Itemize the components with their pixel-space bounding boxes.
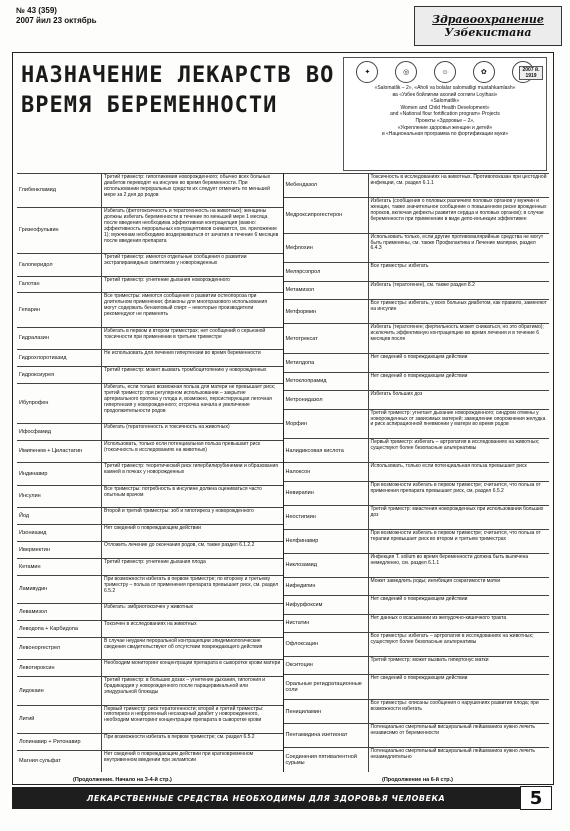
table-row <box>284 529 550 553</box>
drug-note: Третий триместр: гипогликемия новорожденного; обычно всех больных диабетов переводят на инсулин во время беременности. При использовании пероральных средств их следует отменить по меньшей мере за 2 дня до родов <box>104 174 271 198</box>
drug-name: Гидралазин <box>17 328 102 349</box>
drug-name: Ивермектин <box>17 542 102 558</box>
drug-note: Токсичность в исследованиях на животных. Противопоказан при цестодной инфекции, см. раздел 6.1.1 <box>370 174 547 186</box>
table-row <box>17 750 283 772</box>
drug-name: Нистатин <box>284 615 369 633</box>
drug-name: Оральные регидратационные соли <box>284 675 369 699</box>
promo-line: Проекты «Здоровье – 2», <box>415 117 475 124</box>
issue-number: № 43 (359) <box>16 6 57 15</box>
drug-table-left-column <box>17 173 284 772</box>
table-row <box>284 281 550 300</box>
drug-name: Магния сульфат <box>17 751 102 772</box>
emblem-icon: ✦ <box>356 61 378 83</box>
promo-line: «Salomatlik» <box>430 98 460 105</box>
table-row <box>284 614 550 633</box>
drug-name: Левамизол <box>17 604 102 620</box>
table-row <box>284 372 550 391</box>
table-row <box>284 747 550 772</box>
drug-note: Избегать в первом и втором триместрах; нет сообщений о серьезной токсичности при применении в третьем триместре <box>104 327 266 340</box>
drug-name: Налидиксовая кислота <box>284 439 369 462</box>
table-row <box>284 299 550 323</box>
promo-line: «Укрепление здоровья женщин и детей» <box>397 124 493 131</box>
drug-name: Медроксипрогестерон <box>284 198 369 233</box>
promo-line: ва «Узбек бойлигим ахолий соглиги Loyihasi» <box>392 91 498 98</box>
drug-name: Мебендазол <box>284 174 369 197</box>
drug-note: Отложить лечение до окончания родов, см. также раздел 6.1.2.2 <box>104 541 255 548</box>
drug-note: При возможности избегать в первом триместре; по второму и третьему триместру – польза от применения препарата превышает риск, см. раздел 6.5.2 <box>104 575 279 594</box>
drug-note: Избегать больших доз <box>370 391 423 398</box>
page-number: 5 <box>520 786 552 810</box>
drug-name: Изониазид <box>17 525 102 541</box>
drug-note: При возможности избегать в первом триместре; считается, что польза от терапии превышает риск во втором и третьем триместрах <box>370 529 541 542</box>
table-row <box>284 390 550 409</box>
drug-name: Мелярсопрол <box>284 263 369 281</box>
drug-note: Избегать (тератогенность и токсичность на животных) <box>104 423 230 430</box>
promo-logos <box>344 58 546 83</box>
promo-box <box>343 57 547 171</box>
drug-note: В случае неудачи пероральной контрацепции эпидемиологические сведения свидетельствуют об отсутствии повреждающего действия <box>104 638 263 650</box>
drug-note: Использовать, только если потенциальная польза превышает риск (токсичность в исследованиях на животных) <box>104 440 261 453</box>
table-row <box>17 366 283 383</box>
drug-name: Леводопа + Карбидопа <box>17 621 102 637</box>
table-row <box>284 409 550 439</box>
drug-note: Третий триместр: угнетение дыхания плода <box>104 558 206 565</box>
drug-name: Ифосфамид <box>17 424 102 440</box>
drug-name: Глибенкламид <box>17 174 102 207</box>
table-row <box>17 173 283 207</box>
drug-note: Нет данных о всасывании из желудочно-кишечного тракта <box>370 614 507 621</box>
drug-name: Пенициламин <box>284 700 369 723</box>
masthead <box>414 6 562 46</box>
drug-note: Третий триместр: в больших дозах – угнетение дыхания, гипотония и брадикардия у новорожденного после парацервикальной или эпидуральной блокады <box>104 677 266 696</box>
drug-name: Мефлохин <box>284 234 369 263</box>
drug-name: Невирапин <box>284 482 369 505</box>
drug-note: Избегать: эмбриотоксичен у животных <box>104 604 194 611</box>
continuation-start: (Продолжение. Начало на 3-4-й стр.) <box>73 777 172 783</box>
drug-note: Необходим мониторинг концентрации препарата в сыворотке крови матери <box>104 660 281 667</box>
drug-note: Токсичен в исследованиях на животных <box>104 621 197 628</box>
drug-name: Нифедипин <box>284 578 369 596</box>
drug-note: Третий триместр: теоретический риск гипербилирубинемии и образования камней в почках у новорожденных <box>104 463 278 476</box>
drug-name: Пентамидина изетионат <box>284 724 369 747</box>
drug-note: Все триместры: имеются сообщения о развитии остеопороза при длительном применении; флаконы для многоразового использования могут содержать бензиловый спирт – некоторые производители рекомендуют не применять <box>104 293 268 318</box>
drug-name: Индинавир <box>17 463 102 484</box>
drug-name: Метамизол <box>284 282 369 300</box>
table-row <box>284 173 550 197</box>
drug-note: Все триместры: избегать, у всех больных диабетом, как правило, заменяют на инсулин <box>370 300 547 313</box>
table-row <box>284 233 550 263</box>
table-row <box>17 676 283 704</box>
drug-name: Йод <box>17 508 102 524</box>
table-row <box>17 541 283 558</box>
drug-name: Ламивудин <box>17 576 102 603</box>
table-row <box>284 462 550 481</box>
drug-note: Третий триместр: может вызвать тромбоцитопению у новорожденных <box>104 366 267 373</box>
drug-note: Нет сведений о повреждающем действии <box>104 524 201 531</box>
promo-text <box>344 83 546 140</box>
drug-name: Лидокаин <box>17 677 102 704</box>
table-row <box>284 353 550 372</box>
drug-name: Метформин <box>284 300 369 323</box>
drug-table-right-column <box>284 173 550 772</box>
drug-note: Нет сведений о повреждающем действии <box>370 675 468 682</box>
drug-note: Потенциально смертельный висцеральный лейшманиоз нужно лечить незамедлительно <box>370 748 535 761</box>
drug-name: Соединения пятивалентной сурьмы <box>284 748 369 772</box>
drug-note: Потенциально смертельный висцеральный лейшманиоз нужно лечить независимо от беременности <box>370 724 535 737</box>
drug-note: Третий триместр: угнетение дыхания новорожденного <box>104 276 230 283</box>
table-row <box>17 440 283 462</box>
drug-name: Налоксон <box>284 463 369 481</box>
drug-note: При возможности избегать в первом триместре; считается, что польза от применения препарата превышает риск, см. раздел 6.5.2 <box>370 481 541 494</box>
drug-name: Гидрохлоротиазид <box>17 350 102 366</box>
drug-note: Избегать (сообщения о половых различиях половых органов у мужчин и женщин, также значительное сообщение о повышенном риске врожденных пороков, включая дефекты развития сердца и половых органов); в случае беременности при применении в виде депо-инъекции эффективен <box>370 197 547 222</box>
globe-icon: ◎ <box>395 61 417 83</box>
table-row <box>17 659 283 676</box>
drug-name: Метилдопа <box>284 354 369 372</box>
table-row <box>17 705 283 733</box>
drug-note: Нет сведений о повреждающем действии <box>370 596 468 602</box>
table-row <box>17 733 283 750</box>
drug-note: Третий триместр: может вызвать гипертонус матки <box>370 656 489 663</box>
table-row <box>17 253 283 275</box>
drug-note: Избегать (тератогенен), см. также раздел 8.2 <box>370 281 475 288</box>
drug-note: Третий триместр: угнетает дыхание новорожденного; синдром отмены у новорожденных от зависимых матерей; замедление опорожнения желудка и риск аспирационной пневмонии у матери во время родов <box>370 409 546 428</box>
drug-name: Метоклопрамид <box>284 373 369 391</box>
drug-note: Избегать (тератогенен; фертильность может снижаться, но это обратимо); исключить эффективную контрацепцию во время лечения и в течение 6 месяцев после <box>370 324 544 343</box>
drug-name: Метронидазол <box>284 391 369 409</box>
drug-name: Неостигмин <box>284 506 369 529</box>
drug-table <box>17 173 549 772</box>
table-row <box>17 575 283 603</box>
article-frame <box>12 52 554 785</box>
masthead-line2: Узбекистана <box>444 26 532 39</box>
table-row <box>284 505 550 529</box>
drug-note: Избегать, если только возможная польза для матери не превышает риск; третий триместр: при регулярном использовании – закрытие артериального протока у плода и, возможно, персистирующая легочная гипертензия у новорожденного; отсрочка начала и увеличение продолжительности родов <box>104 383 276 414</box>
promo-line: «Salomatlik – 2», «Aholi va bolalar salomatligi mustahkamlash» <box>374 85 516 91</box>
table-row <box>17 423 283 440</box>
drug-name: Ибупрофен <box>17 384 102 423</box>
drug-name: Гризеофульвин <box>17 208 102 253</box>
drug-note: Инфекция T. solium во время беременности должна быть вылечена немедленно, см. раздел 6.1.1 <box>370 553 529 566</box>
drug-note: Все триместры: потребность в инсулине должна оцениваться часто опытным врачом <box>104 485 262 498</box>
drug-note: Третий триместр: имеются отдельные сообщения о развитии экстрапирамидных симптомов у новорожденных <box>104 254 247 267</box>
promo-line: и «Национальная программа по фортификации муки» <box>381 131 509 138</box>
promo-badge: 2007 й. 1919 <box>519 66 543 80</box>
table-row <box>17 620 283 637</box>
drug-name: Левотироксин <box>17 660 102 676</box>
drug-note: Нет сведений о повреждающем действии <box>370 354 468 361</box>
table-row <box>17 524 283 541</box>
drug-name: Галоперидол <box>17 254 102 275</box>
table-row <box>17 276 283 293</box>
table-row <box>284 674 550 699</box>
drug-name: Гидроксиурея <box>17 367 102 383</box>
drug-name: Морфин <box>284 410 369 439</box>
table-row <box>284 323 550 353</box>
table-row <box>17 637 283 659</box>
drug-name: Инсулин <box>17 486 102 507</box>
drug-note: Второй и третий триместры: зоб и гипотиреоз у новорожденного <box>104 508 254 515</box>
table-row <box>284 723 550 747</box>
table-row <box>17 292 283 326</box>
drug-name: Нелфинавир <box>284 530 369 553</box>
promo-line: and «National flour fortification program» Projects <box>390 111 500 118</box>
drug-name: Офлоксацин <box>284 633 369 656</box>
drug-name: Галотан <box>17 277 102 293</box>
drug-note: Первый триместр: риск тератогенности; второй и третий триместры: гипотиреоз и нефрогенный несахарный диабет у новорожденного, необходим мониторинг концентрации препарата в сыворотке крови <box>104 705 264 724</box>
drug-note: Нет сведений о повреждающем действии <box>370 372 468 379</box>
article-title: НАЗНАЧЕНИЕ ЛЕКАРСТВ ВО ВРЕМЯ БЕРЕМЕННОСТИ <box>21 63 335 118</box>
drug-note: Нет сведений о повреждающем действии при кратковременном внутривенном введении при эклампсии <box>104 750 254 763</box>
table-row <box>284 632 550 656</box>
drug-name: Лопинавир + Ритонавир <box>17 734 102 750</box>
drug-name: Нифурфоксим <box>284 596 369 614</box>
drug-note: При возможности избегать в первом триместре; см. раздел 6.5.2 <box>104 733 255 740</box>
drug-name: Метотрексат <box>284 324 369 353</box>
drug-note: Избегать (фетотоксичность и тератогенность на животных); женщины должны избегать беременности в течение по меньшей мере 1 месяца после введения необходима эффективная контрацепция (важно: эффективность пероральных контрацептивов снижается, см. приложение 1); мужчинам необходимо воздерживаться от зачатия в течение 6 месяцев после введения препарата <box>104 208 279 244</box>
drug-name: Окситоцин <box>284 657 369 675</box>
table-row <box>17 558 283 575</box>
table-row <box>284 699 550 723</box>
drug-note: Может замедлить роды; ингибиция сократимости матки <box>370 577 501 584</box>
drug-note: Все триместры: избегать – артропатия в исследованиях на животных; существуют более безопасные альтернативы <box>370 633 534 645</box>
table-row <box>284 553 550 577</box>
table-row <box>17 603 283 620</box>
promo-line: Women and Child Health Development» <box>400 104 490 111</box>
issue-date: 2007 йил 23 октябрь <box>16 16 97 25</box>
drug-note: Использовать только, если другие противомалярийные средства не могут быть применены, см. также Профилактика и Лечение малярии, раздел 6.4.3 <box>370 233 544 252</box>
drug-note: Не использовать для лечения гипертензии во время беременности <box>104 350 261 356</box>
table-row <box>284 481 550 505</box>
table-row <box>284 577 550 596</box>
drug-note: Третий триместр: миастения новорожденных при использовании больших доз <box>370 505 544 518</box>
drug-name: Левоноргестрел <box>17 638 102 659</box>
drug-note: Все триместры: описаны сообщения о нарушениях развития плода; при возможности избегать <box>370 700 539 713</box>
footer-bar <box>12 787 552 809</box>
wheat-icon: ✿ <box>473 61 495 83</box>
page-header <box>10 6 562 54</box>
table-row <box>17 349 283 366</box>
table-row <box>284 595 550 614</box>
footer-slogan: ЛЕКАРСТВЕННЫЕ СРЕДСТВА НЕОБХОДИМЫ ДЛЯ ЗДОРОВЬЯ ЧЕЛОВЕКА <box>86 793 446 803</box>
table-row <box>17 485 283 507</box>
table-row <box>284 438 550 462</box>
drug-note: Первый триместр: избегать – артропатия в исследованиях на животных; существуют более безопасные альтернативы <box>370 439 540 452</box>
drug-name: Никлозамид <box>284 554 369 577</box>
table-row <box>284 197 550 233</box>
drug-name: Имипенем + Циластатин <box>17 441 102 462</box>
drug-name: Гепарин <box>17 293 102 326</box>
table-row <box>17 207 283 253</box>
drug-note: Все триместры: избегать <box>370 263 429 270</box>
table-row <box>284 262 550 281</box>
drug-name: Литий <box>17 706 102 733</box>
table-row <box>284 656 550 675</box>
family-icon: ☺ <box>434 61 456 83</box>
drug-name: Кетамин <box>17 559 102 575</box>
continuation-next: (Продолжение на 6-й стр.) <box>382 777 453 783</box>
table-row <box>17 383 283 423</box>
table-row <box>17 327 283 349</box>
issue-info <box>16 6 97 26</box>
table-row <box>17 507 283 524</box>
table-row <box>17 462 283 484</box>
drug-note: Использовать, только если потенциальная польза превышает риск <box>370 463 527 470</box>
masthead-line1: Здравоохранение <box>432 13 544 26</box>
